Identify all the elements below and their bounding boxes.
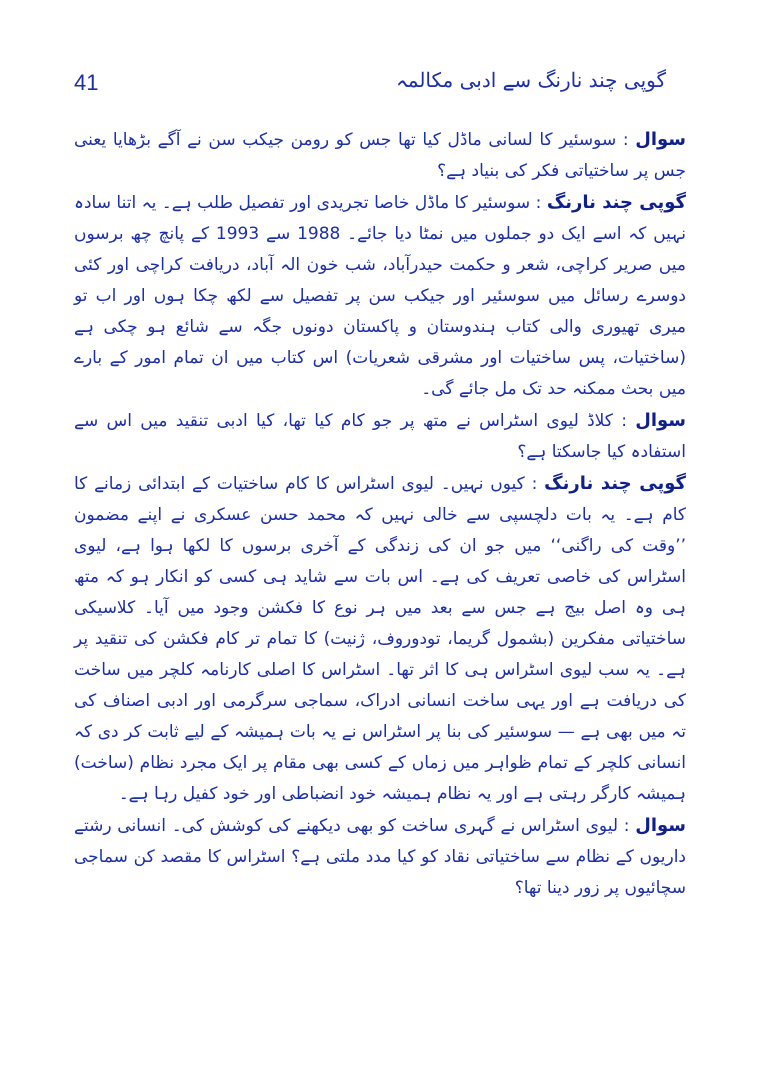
speaker-label: سوال (635, 410, 686, 431)
running-header (74, 60, 686, 100)
speaker-label: گوپی چند نارنگ (546, 192, 687, 213)
question-paragraph: سوال : سوسئیر کا لسانی ماڈل کیا تھا جس کو رومن جیکب سن نے آگے بڑھایا یعنی جس پر ساختیاتی فکر کی بنیاد ہے؟ (74, 129, 686, 181)
speaker-label: سوال (635, 815, 686, 836)
paragraph-text: لیوی اسٹراس نے گہری ساخت کو بھی دیکھنے کی کوشش کی۔ انسانی رشتے داریوں کے نظام سے ساختیاتی نقاد کو کیا مدد ملتی ہے؟ اسٹراس کا مقصد کن سماجی سچائیوں پر زور دینا تھا؟ (74, 816, 686, 898)
question-paragraph: سوال : کلاڈ لیوی اسٹراس نے متھ پر جو کام کیا تھا، کیا ادبی تنقید میں اس سے استفادہ کیا جاسکتا ہے؟ (74, 410, 686, 462)
answer-paragraph: گوپی چند نارنگ : کیوں نہیں۔ لیوی اسٹراس کا کام ساختیات کے ابتدائی زمانے کا کام ہے۔ یہ بات دلچسپی سے خالی نہیں کہ محمد حسن عسکری نے اپنے مضمون ’’وقت کی راگنی‘‘ میں جو ان کی زندگی کے آخری برسوں کا لکھا ہوا ہے، لیوی اسٹراس کی خاصی تعریف کی ہے۔ اس بات سے شاید ہی کسی کو انکار ہو کہ متھ ہی وہ اصل بیج ہے جس سے بعد میں ہر نوع کا فکشن وجود میں آیا۔ کلاسیکی ساختیاتی مفکرین (بشمول گریما، تودوروف، ژنیت) کا تمام تر کام فکشن کی تنقید پر ہے۔ یہ سب لیوی اسٹراس ہی کا اثر تھا۔ اسٹراس کا اصلی کارنامہ کلچر میں ساخت کی دریافت ہے اور یہی ساخت انسانی ادراک، سماجی سرگرمی اور ادبی اصناف کی تہ میں بھی ہے — سوسئیر کی بنا پر اسٹراس نے یہ بات ہمیشہ کے لیے ثابت کر دی کہ انسانی کلچر کے تمام ظواہر میں زماں کے کسی بھی مقام پر ایک مجرد نظام (ساخت) ہمیشہ کارگر رہتی ہے اور یہ نظام ہمیشہ خود انضباطی اور خود کفیل رہا ہے۔ (74, 473, 686, 804)
speaker-label: گوپی چند نارنگ (544, 473, 686, 494)
paragraph-text: کلاڈ لیوی اسٹراس نے متھ پر جو کام کیا تھا، کیا ادبی تنقید میں اس سے استفادہ کیا جاسکتا ہے؟ (74, 411, 686, 462)
page-body (74, 124, 686, 904)
paragraph-text: کیوں نہیں۔ لیوی اسٹراس کا کام ساختیات کے ابتدائی زمانے کا کام ہے۔ یہ بات دلچسپی سے خالی نہیں کہ محمد حسن عسکری نے اپنے مضمون ’’وقت کی راگنی‘‘ میں جو ان کی زندگی کے آخری برسوں کا لکھا ہوا ہے، لیوی اسٹراس کی خاصی تعریف کی ہے۔ اس بات سے شاید ہی کسی کو انکار ہو کہ متھ ہی وہ اصل بیج ہے جس سے بعد میں ہر نوع کا فکشن وجود میں آیا۔ کلاسیکی ساختیاتی مفکرین (بشمول گریما، تودوروف، ژنیت) کا تمام تر کام فکشن کی تنقید پر ہے۔ یہ سب لیوی اسٹراس ہی کا اثر تھا۔ اسٹراس کا اصلی کارنامہ کلچر میں ساخت کی دریافت ہے اور یہی ساخت انسانی ادراک، سماجی سرگرمی اور ادبی اصناف کی تہ میں بھی ہے — سوسئیر کی بنا پر اسٹراس نے یہ بات ہمیشہ کے لیے ثابت کر دی کہ انسانی کلچر کے تمام ظواہر میں زماں کے کسی بھی مقام پر ایک مجرد نظام (ساخت) ہمیشہ کارگر رہتی ہے اور یہ نظام ہمیشہ خود انضباطی اور خود کفیل رہا ہے۔ (74, 474, 686, 804)
running-header-title: گوپی چند نارنگ سے ادبی مکالمہ (396, 68, 666, 92)
answer-paragraph: گوپی چند نارنگ : سوسئیر کا ماڈل خاصا تجریدی اور تفصیل طلب ہے۔ یہ اتنا سادہ نہیں کہ اسے ایک دو جملوں میں نمٹا دیا جائے۔ 1988 سے 1993 کے پانچ چھ برسوں میں صریر کراچی، شعر و حکمت حیدرآباد، شب خون الہ آباد، دریافت کراچی اور کئی دوسرے رسائل میں سوسئیر اور جیکب سن پر تفصیل سے لکھ چکا ہوں اور اب تو میری تھیوری والی کتاب ہندوستان و پاکستان دونوں جگہ سے شائع ہو چکی ہے (ساختیات، پس ساختیات اور مشرقی شعریات) اس کتاب میں ان تمام امور کے بارے میں بحث ممکنہ حد تک مل جائے گی۔ (74, 192, 687, 399)
speaker-label: سوال (635, 129, 686, 150)
paragraph-text: سوسئیر کا ماڈل خاصا تجریدی اور تفصیل طلب ہے۔ یہ اتنا سادہ نہیں کہ اسے ایک دو جملوں میں نمٹا دیا جائے۔ 1988 سے 1993 کے پانچ چھ برسوں میں صریر کراچی، شعر و حکمت حیدرآباد، شب خون الہ آباد، دریافت کراچی اور کئی دوسرے رسائل میں سوسئیر اور جیکب سن پر تفصیل سے لکھ چکا ہوں اور اب تو میری تھیوری والی کتاب ہندوستان و پاکستان دونوں جگہ سے شائع ہو چکی ہے (ساختیات، پس ساختیات اور مشرقی شعریات) اس کتاب میں ان تمام امور کے بارے میں بحث ممکنہ حد تک مل جائے گی۔ (74, 193, 686, 399)
question-paragraph: سوال : لیوی اسٹراس نے گہری ساخت کو بھی دیکھنے کی کوشش کی۔ انسانی رشتے داریوں کے نظام سے ساختیاتی نقاد کو کیا مدد ملتی ہے؟ اسٹراس کا مقصد کن سماجی سچائیوں پر زور دینا تھا؟ (74, 815, 686, 898)
paragraph-text: سوسئیر کا لسانی ماڈل کیا تھا جس کو رومن جیکب سن نے آگے بڑھایا یعنی جس پر ساختیاتی فکر کی بنیاد ہے؟ (74, 130, 686, 181)
page-number: 41 (74, 70, 99, 95)
